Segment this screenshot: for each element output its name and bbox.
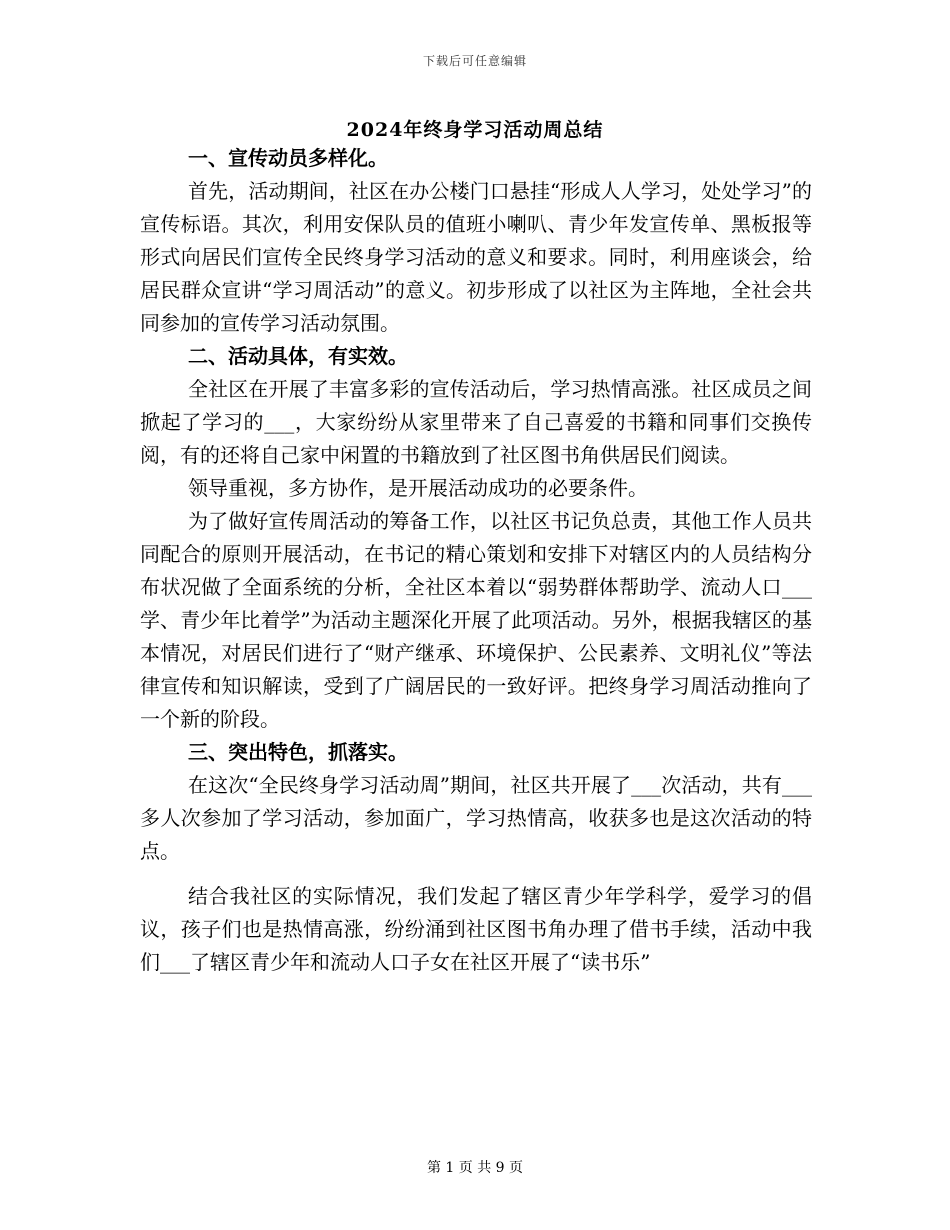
- section-2-paragraph-2: 领导重视，多方协作，是开展活动成功的必要条件。: [188, 476, 648, 500]
- section-3-paragraph-2: 结合我社区的实际情况，我们发起了辖区青少年学科学，爱学习的倡议，孩子们也是热情高涨，纷纷涌到社区图书角办理了借书手续，活动中我们___了辖区青少年和流动人口子女在社区开展了“读书乐”: [140, 884, 812, 974]
- section-3-heading: 三、突出特色，抓落实。: [188, 740, 408, 764]
- page-header: 下载后可任意编辑: [422, 54, 527, 68]
- section-2-paragraph-1: 全社区在开展了丰富多彩的宣传活动后，学习热情高涨。社区成员之间掀起了学习的___，大家纷纷从家里带来了自己喜爱的书籍和同事们交换传阅，有的还将自己家中闲置的书籍放到了社区图书角供居民们阅读。: [140, 377, 812, 467]
- document-title: 2024年终身学习活动周总结: [346, 119, 604, 141]
- page-number-footer: 第 1 页 共 9 页: [426, 1160, 524, 1176]
- section-2-heading: 二、活动具体，有实效。: [188, 344, 408, 368]
- section-2-paragraph-3: 为了做好宣传周活动的筹备工作，以社区书记负总责，其他工作人员共同配合的原则开展活动，在书记的精心策划和安排下对辖区内的人员结构分布状况做了全面系统的分析，全社区本着以“弱势群体帮助学、流动人口___学、青少年比着学”为活动主题深化开展了此项活动。另外，根据我辖区的基本情况，对居民们进行了“财产继承、环境保护、公民素养、文明礼仪”等法律宣传和知识解读，受到了广阔居民的一致好评。把终身学习周活动推向了一个新的阶段。: [140, 509, 812, 731]
- section-1-heading: 一、宣传动员多样化。: [188, 146, 388, 170]
- section-1-paragraph-1: 首先，活动期间，社区在办公楼门口悬挂“形成人人学习，处处学习”的宣传标语。其次，利用安保队员的值班小喇叭、青少年发宣传单、黑板报等形式向居民们宣传全民终身学习活动的意义和要求。同时，利用座谈会，给居民群众宣讲“学习周活动”的意义。初步形成了以社区为主阵地，全社会共同参加的宣传学习活动氛围。: [140, 179, 812, 335]
- section-3-paragraph-1: 在这次“全民终身学习活动周”期间，社区共开展了___次活动，共有___多人次参加了学习活动，参加面广，学习热情高，收获多也是这次活动的特点。: [140, 773, 812, 863]
- document-body: [140, 142, 812, 979]
